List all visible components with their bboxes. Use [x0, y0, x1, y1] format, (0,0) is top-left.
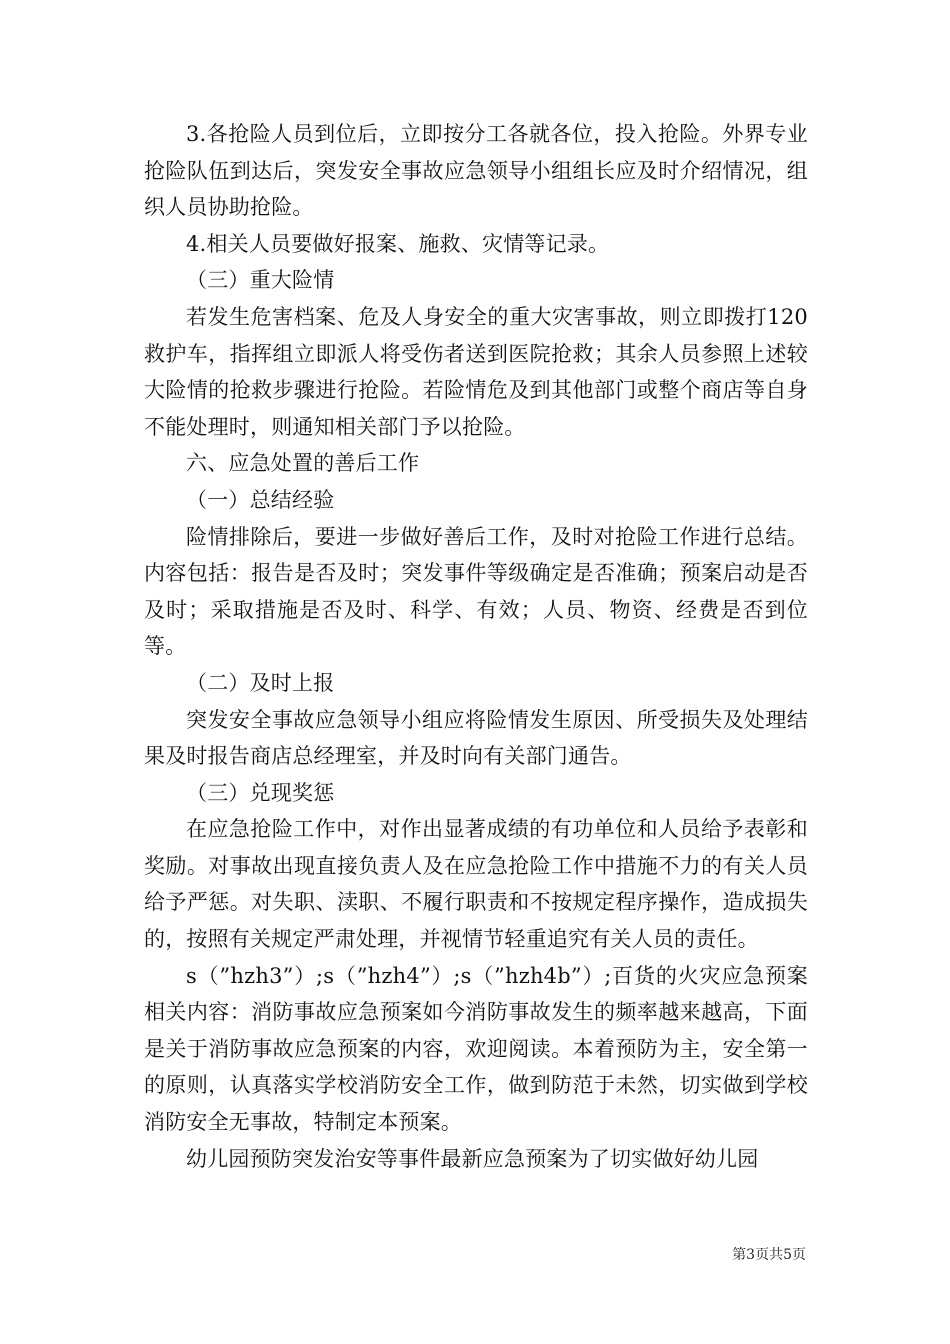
- paragraph-report: 突发安全事故应急领导小组应将险情发生原因、所受损失及处理结果及时报告商店总经理室，并及时向有关部门通告。: [144, 707, 808, 769]
- heading-report: （二）及时上报: [186, 670, 335, 695]
- heading-major-danger: （三）重大险情: [186, 268, 335, 293]
- heading-section-six: 六、应急处置的善后工作: [186, 451, 420, 476]
- page-number-footer: 第3页共5页: [732, 1247, 806, 1263]
- document-body: [144, 116, 808, 1177]
- paragraph-step-4: 4.相关人员要做好报案、施救、灾情等记录。: [186, 231, 610, 256]
- paragraph-rewards: 在应急抢险工作中，对作出显著成绩的有功单位和人员给予表彰和奖励。对事故出现直接负责人及在应急抢险工作中措施不力的有关人员给予严惩。对失职、渎职、不履行职责和不按规定程序操作，造成损失的，按照有关规定严肃处理，并视情节轻重追究有关人员的责任。: [144, 817, 808, 952]
- paragraph-summary: 险情排除后，要进一步做好善后工作，及时对抢险工作进行总结。内容包括：报告是否及时；突发事件等级确定是否准确；预案启动是否及时；采取措施是否及时、科学、有效；人员、物资、经费是否到位等。: [144, 524, 808, 659]
- paragraph-major-danger: 若发生危害档案、危及人身安全的重大灾害事故，则立即拨打120救护车，指挥组立即派人将受伤者送到医院抢救；其余人员参照上述较大险情的抢救步骤进行抢险。若险情危及到其他部门或整个商店等自身不能处理时，则通知相关部门予以抢险。: [144, 304, 808, 439]
- paragraph-step-3: 3.各抢险人员到位后，立即按分工各就各位，投入抢险。外界专业抢险队伍到达后，突发安全事故应急领导小组组长应及时介绍情况，组织人员协助抢险。: [144, 122, 808, 220]
- paragraph-related: s（”hzh3”）;s（”hzh4”）;s（”hzh4b”）;百货的火灾应急预案相关内容：消防事故应急预案如今消防事故发生的频率越来越高，下面是关于消防事故应急预案的内容，欢迎阅读。本着预防为主，安全第一的原则，认真落实学校消防安全工作，做到防范于未然，切实做到学校消防安全无事故，特制定本预案。: [144, 963, 808, 1135]
- paragraph-kindergarten: 幼儿园预防突发治安等事件最新应急预案为了切实做好幼儿园: [186, 1146, 759, 1171]
- heading-rewards: （三）兑现奖惩: [186, 780, 335, 805]
- heading-summary: （一）总结经验: [186, 487, 335, 512]
